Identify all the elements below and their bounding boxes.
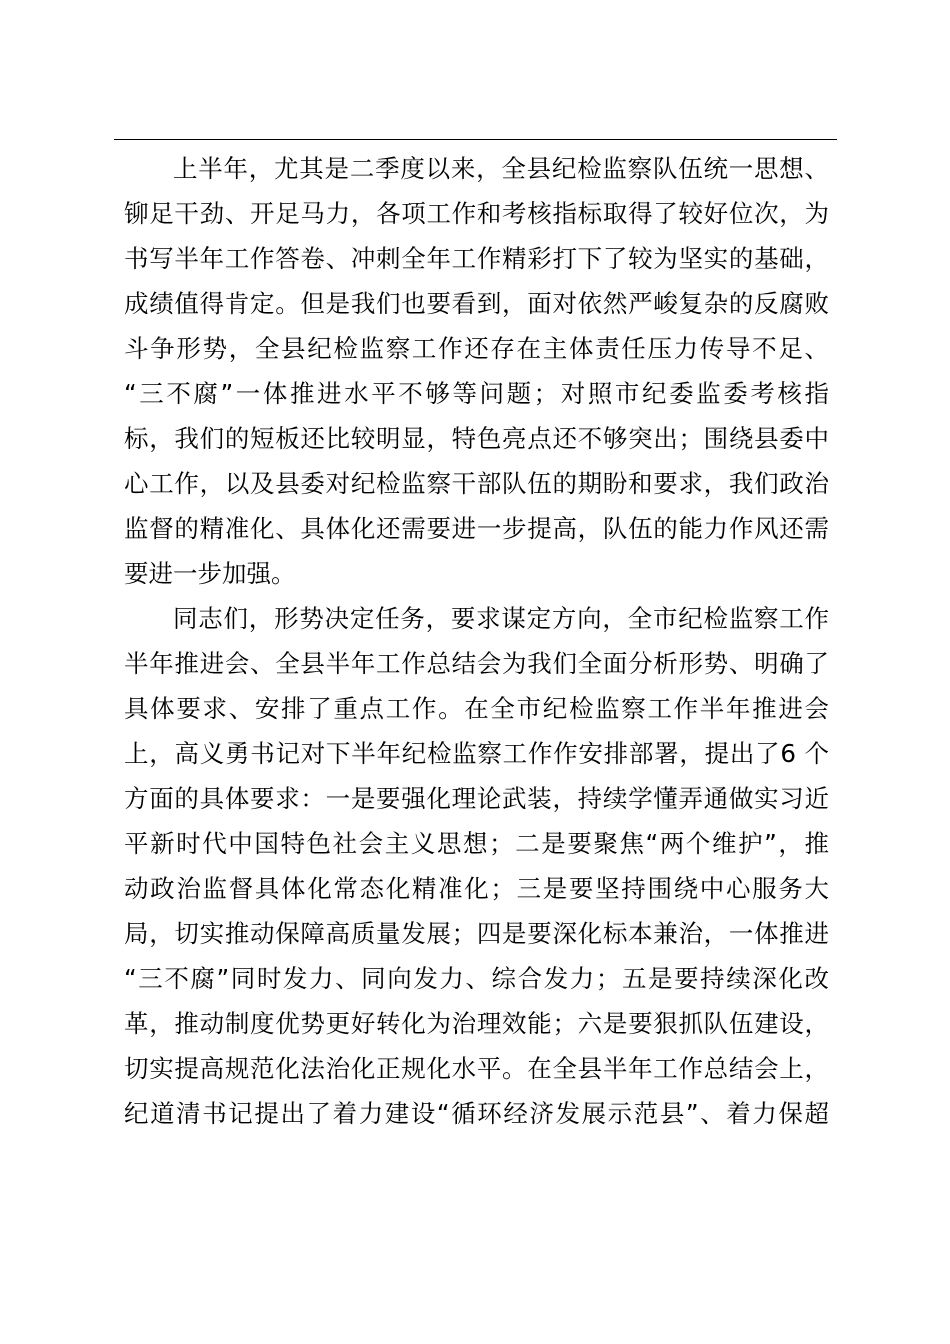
- text-line: 纪道清书记提出了着力建设“循环经济发展示范县”、着力保超: [124, 1099, 829, 1128]
- text-line: 平新时代中国特色社会主义思想；二是要聚焦“两个维护”，推: [124, 829, 829, 858]
- text-line: 具体要求、安排了重点工作。在全市纪检监察工作半年推进会: [124, 694, 829, 723]
- text-line: 监督的精准化、具体化还需要进一步提高，队伍的能力作风还需: [124, 514, 829, 543]
- text-line: 上，高义勇书记对下半年纪检监察工作作安排部署，提出了6 个: [124, 739, 829, 768]
- text-line: 上半年，尤其是二季度以来，全县纪检监察队伍统一思想、: [173, 154, 829, 183]
- text-line: 斗争形势，全县纪检监察工作还存在主体责任压力传导不足、: [124, 334, 829, 363]
- text-line: “三不腐”一体推进水平不够等问题；对照市纪委监委考核指: [124, 379, 829, 408]
- text-line: 半年推进会、全县半年工作总结会为我们全面分析形势、明确了: [124, 649, 829, 678]
- text-line: 局，切实推动保障高质量发展；四是要深化标本兼治，一体推进: [124, 919, 829, 948]
- text-line: 革，推动制度优势更好转化为治理效能；六是要狠抓队伍建设，: [124, 1009, 829, 1038]
- text-line: 方面的具体要求：一是要强化理论武装，持续学懂弄通做实习近: [124, 784, 829, 813]
- text-line: 书写半年工作答卷、冲刺全年工作精彩打下了较为坚实的基础，: [124, 244, 829, 273]
- text-line: 成绩值得肯定。但是我们也要看到，面对依然严峻复杂的反腐败: [124, 289, 829, 318]
- text-line: 要进一步加强。: [124, 559, 296, 588]
- body-text: [124, 146, 829, 1136]
- text-line: 同志们，形势决定任务，要求谋定方向，全市纪检监察工作: [173, 604, 829, 633]
- text-line: 切实提高规范化法治化正规化水平。在全县半年工作总结会上，: [124, 1054, 829, 1083]
- text-line: 动政治监督具体化常态化精准化；三是要坚持围绕中心服务大: [124, 874, 829, 903]
- paragraph-1: [124, 146, 829, 596]
- text-line: 标，我们的短板还比较明显，特色亮点还不够突出；围绕县委中: [124, 424, 829, 453]
- header-rule: [114, 139, 837, 140]
- paragraph-2: [124, 596, 829, 1136]
- text-line: “三不腐”同时发力、同向发力、综合发力；五是要持续深化改: [124, 964, 829, 993]
- text-line: 心工作，以及县委对纪检监察干部队伍的期盼和要求，我们政治: [124, 469, 829, 498]
- text-line: 铆足干劲、开足马力，各项工作和考核指标取得了较好位次，为: [124, 199, 829, 228]
